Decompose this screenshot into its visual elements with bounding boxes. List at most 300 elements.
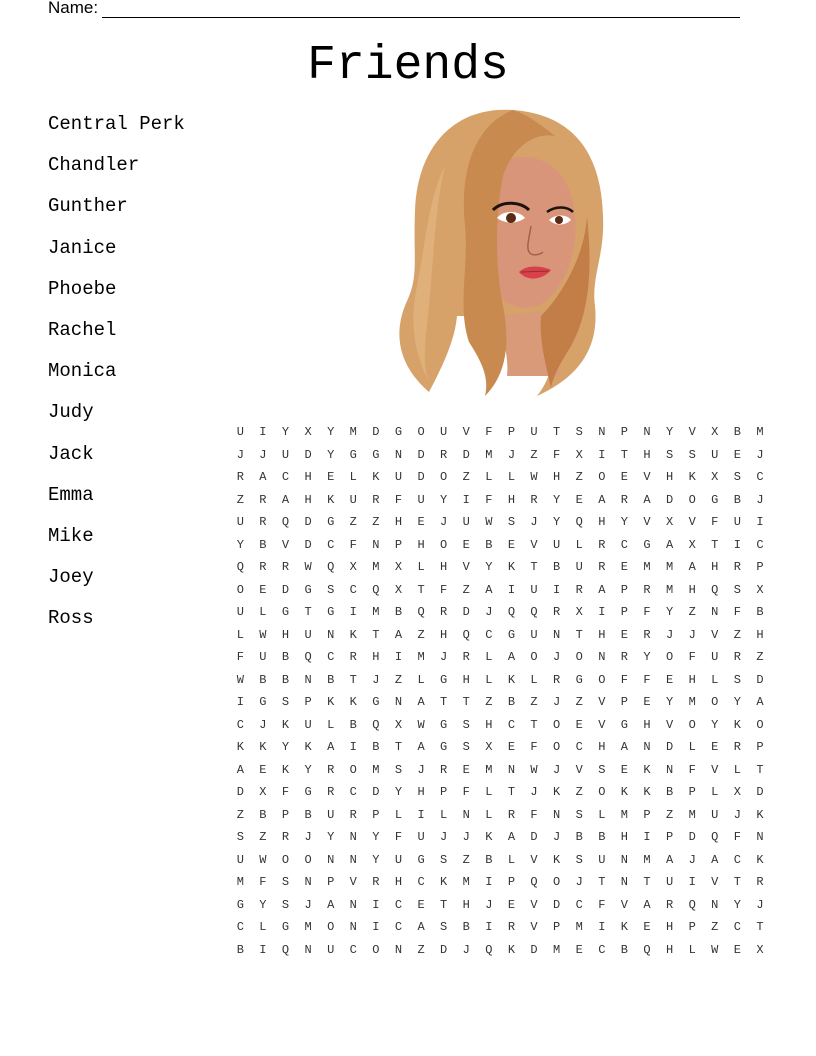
grid-letter: T [440,695,448,710]
grid-letter: K [643,785,651,800]
grid-letter: Z [349,515,357,530]
grid-letter: R [259,515,267,530]
grid-letter: W [530,762,538,777]
grid-letter: I [733,537,741,552]
grid-letter: E [462,762,470,777]
grid-letter: H [665,470,674,485]
grid-letter: I [756,515,764,530]
grid-letter: G [620,717,628,732]
grid-letter: X [259,785,267,800]
grid-letter: D [372,425,380,440]
grid-letter: K [440,875,448,890]
grid-letter: Z [756,650,764,665]
grid-letter: D [530,830,538,845]
grid-letter: S [665,447,674,462]
grid-letter: R [553,672,561,687]
grid-letter: B [259,807,267,822]
grid-letter: N [598,425,606,440]
grid-letter: K [507,942,516,957]
grid-letter: Y [259,897,267,912]
grid-letter: Y [327,447,335,462]
grid-letter: D [440,942,448,957]
grid-letter: C [349,582,357,597]
grid-letter: L [507,470,516,485]
grid-letter: B [327,672,335,687]
grid-letter: I [598,920,606,935]
grid-letter: N [643,740,651,755]
grid-letter: P [394,537,403,552]
grid-letter: O [688,492,696,507]
grid-letter: R [598,560,606,575]
grid-letter: L [417,560,425,575]
grid-letter: K [281,717,290,732]
grid-letter: O [598,785,606,800]
grid-letter: R [327,762,335,777]
grid-letter: G [236,897,244,912]
grid-row [229,601,771,624]
grid-letter: G [440,740,448,755]
grid-letter: N [553,807,561,822]
grid-letter: Q [462,627,470,642]
grid-letter: Y [733,695,741,710]
grid-letter: L [485,807,493,822]
grid-letter: X [485,740,493,755]
grid-letter: U [530,627,538,642]
grid-letter: K [507,560,516,575]
grid-letter: Q [507,605,516,620]
grid-letter: V [530,897,538,912]
grid-letter: T [304,605,312,620]
grid-row [229,646,771,669]
grid-letter: H [598,740,606,755]
grid-letter: Q [236,560,244,575]
grid-letter: Y [620,515,628,530]
grid-row [229,489,771,512]
word-list-item: Monica [48,360,117,383]
grid-letter: S [462,740,470,755]
grid-row [229,556,771,579]
grid-letter: R [598,537,606,552]
grid-letter: L [688,740,696,755]
grid-row [229,444,771,467]
grid-letter: U [304,627,312,642]
grid-letter: P [440,785,448,800]
grid-letter: W [530,470,538,485]
grid-letter: G [643,537,651,552]
grid-letter: Y [665,605,674,620]
grid-letter: M [462,875,470,890]
grid-row [229,871,771,894]
grid-letter: Z [485,695,493,710]
grid-letter: J [304,897,312,912]
grid-row [229,714,771,737]
grid-row [229,759,771,782]
grid-letter: V [462,560,470,575]
grid-letter: X [711,470,719,485]
grid-letter: L [485,470,493,485]
grid-letter: P [507,875,516,890]
grid-letter: S [598,762,606,777]
grid-letter: N [598,650,606,665]
grid-letter: H [665,920,674,935]
grid-letter: R [733,560,741,575]
grid-letter: O [756,717,764,732]
grid-letter: T [598,875,606,890]
grid-letter: I [372,920,380,935]
grid-letter: J [688,627,696,642]
grid-letter: T [553,425,561,440]
word-list-item: Phoebe [48,277,117,300]
grid-letter: I [598,447,606,462]
grid-letter: R [259,492,267,507]
grid-letter: Y [281,740,290,755]
grid-letter: U [553,537,561,552]
grid-letter: T [711,537,719,552]
grid-letter: K [349,627,357,642]
grid-letter: S [440,920,448,935]
grid-letter: W [711,942,719,957]
grid-letter: A [598,492,606,507]
grid-letter: H [756,627,764,642]
grid-letter: S [575,807,583,822]
grid-letter: J [756,897,764,912]
grid-letter: I [236,695,244,710]
grid-letter: D [462,447,470,462]
grid-letter: H [394,515,403,530]
grid-letter: M [372,605,380,620]
grid-letter: C [236,717,244,732]
grid-row [229,466,771,489]
grid-letter: J [733,807,741,822]
grid-row [229,939,771,962]
grid-letter: N [711,897,719,912]
grid-letter: Z [575,470,583,485]
grid-letter: N [304,672,312,687]
grid-letter: A [507,830,516,845]
grid-letter: B [372,740,380,755]
grid-letter: W [259,627,267,642]
grid-letter: N [327,627,335,642]
grid-letter: D [665,492,674,507]
grid-letter: O [349,762,357,777]
grid-letter: A [507,650,516,665]
grid-letter: U [394,852,403,867]
grid-letter: E [259,762,267,777]
grid-letter: L [733,762,741,777]
grid-row [229,534,771,557]
grid-letter: Q [372,582,380,597]
grid-letter: H [711,560,719,575]
grid-letter: E [643,920,651,935]
grid-letter: P [620,695,628,710]
grid-letter: K [327,695,335,710]
grid-letter: O [372,942,380,957]
grid-letter: Y [733,897,741,912]
grid-letter: K [553,852,561,867]
grid-letter: K [304,740,312,755]
grid-letter: Z [236,807,244,822]
grid-letter: J [553,830,561,845]
grid-letter: O [575,650,583,665]
grid-letter: D [688,830,696,845]
grid-letter: K [281,762,290,777]
word-list-item: Ross [48,607,94,630]
word-list-item: Mike [48,524,94,547]
grid-letter: X [733,785,741,800]
grid-letter: H [462,672,470,687]
grid-letter: C [620,537,628,552]
grid-letter: M [485,447,493,462]
grid-letter: V [620,897,628,912]
grid-letter: C [507,717,516,732]
grid-letter: Z [665,807,674,822]
grid-letter: B [259,537,267,552]
grid-letter: Y [553,492,561,507]
grid-letter: G [259,695,267,710]
grid-letter: A [417,740,425,755]
grid-letter: E [620,470,628,485]
grid-letter: H [440,560,448,575]
grid-letter: L [711,672,719,687]
grid-letter: O [530,650,538,665]
grid-row [229,624,771,647]
grid-letter: S [394,762,403,777]
grid-letter: B [733,425,741,440]
grid-letter: K [327,492,335,507]
grid-letter: T [756,920,764,935]
grid-letter: E [733,942,741,957]
grid-letter: P [756,560,764,575]
grid-letter: C [236,920,244,935]
grid-letter: T [643,875,651,890]
grid-row [229,736,771,759]
grid-letter: R [665,897,674,912]
grid-letter: B [575,830,583,845]
grid-letter: S [281,695,290,710]
grid-letter: Q [304,650,312,665]
grid-letter: Y [394,785,403,800]
grid-letter: N [665,762,674,777]
grid-letter: K [756,852,764,867]
grid-letter: A [417,920,425,935]
grid-letter: J [553,762,561,777]
grid-letter: Y [440,492,448,507]
grid-letter: H [620,830,628,845]
grid-letter: I [349,605,357,620]
grid-letter: M [372,560,380,575]
grid-letter: M [553,942,561,957]
grid-letter: R [507,807,516,822]
grid-letter: E [620,560,628,575]
grid-letter: W [304,560,312,575]
grid-letter: D [665,740,674,755]
grid-letter: G [304,785,312,800]
grid-letter: D [236,785,244,800]
grid-letter: U [417,492,425,507]
word-list-item: Joey [48,566,94,589]
grid-letter: A [417,695,425,710]
grid-letter: P [756,740,764,755]
grid-letter: B [598,830,606,845]
grid-letter: G [281,605,290,620]
grid-letter: T [507,785,516,800]
grid-letter: G [304,582,312,597]
grid-letter: I [259,942,267,957]
grid-letter: Z [530,695,538,710]
grid-letter: J [417,762,425,777]
grid-letter: I [485,920,493,935]
grid-letter: P [372,807,380,822]
grid-letter: Y [236,537,244,552]
grid-letter: F [688,762,696,777]
grid-letter: C [394,920,403,935]
grid-letter: V [530,852,538,867]
grid-letter: D [304,515,312,530]
grid-row [229,916,771,939]
grid-letter: R [507,920,516,935]
grid-letter: A [665,537,674,552]
grid-letter: H [553,470,561,485]
grid-letter: G [440,717,448,732]
grid-letter: N [349,920,357,935]
grid-letter: R [372,875,380,890]
grid-letter: S [688,447,696,462]
grid-letter: Y [665,425,674,440]
grid-letter: C [417,875,425,890]
grid-letter: B [281,672,290,687]
grid-letter: K [259,740,267,755]
name-label: Name: [48,0,99,17]
grid-letter: L [530,672,538,687]
grid-letter: J [462,830,470,845]
grid-letter: O [417,425,425,440]
grid-letter: K [643,762,651,777]
grid-row [229,781,771,804]
grid-letter: Q [575,515,583,530]
grid-letter: L [327,717,335,732]
grid-letter: H [598,627,606,642]
grid-letter: F [553,447,561,462]
grid-letter: S [236,830,244,845]
grid-letter: O [327,920,335,935]
grid-letter: L [259,920,267,935]
grid-letter: O [711,695,719,710]
grid-letter: A [281,492,290,507]
grid-letter: M [372,762,380,777]
grid-letter: U [236,852,244,867]
grid-letter: I [643,830,651,845]
word-list-item: Rachel [48,318,117,341]
grid-letter: R [349,650,357,665]
grid-letter: T [394,740,403,755]
grid-letter: X [304,425,312,440]
grid-letter: W [259,852,267,867]
grid-letter: F [281,785,290,800]
grid-row [229,804,771,827]
grid-letter: Z [394,672,403,687]
grid-letter: N [462,807,470,822]
grid-letter: R [575,582,583,597]
grid-letter: S [507,515,516,530]
grid-letter: L [236,627,244,642]
grid-letter: H [394,875,403,890]
grid-letter: N [620,875,628,890]
grid-letter: J [530,785,538,800]
grid-letter: F [530,740,538,755]
grid-letter: S [575,852,583,867]
grid-letter: H [462,897,470,912]
grid-letter: U [236,515,244,530]
grid-letter: Z [575,785,583,800]
grid-letter: X [756,582,764,597]
grid-letter: I [372,897,380,912]
grid-letter: F [530,807,538,822]
grid-letter: V [665,717,674,732]
woman-portrait-illustration [385,106,615,402]
grid-letter: E [733,447,741,462]
grid-letter: U [575,560,583,575]
grid-letter: Z [688,605,696,620]
grid-letter: C [575,740,583,755]
grid-letter: D [304,537,312,552]
grid-letter: K [553,785,561,800]
grid-letter: A [327,740,335,755]
word-list-item: Janice [48,236,117,259]
grid-letter: B [281,650,290,665]
word-list-item: Central Perk [48,113,185,135]
grid-letter: K [620,920,628,935]
grid-letter: Z [417,942,425,957]
grid-letter: F [259,875,267,890]
grid-letter: Y [711,717,719,732]
grid-letter: A [643,897,651,912]
grid-letter: B [733,492,741,507]
grid-letter: G [372,447,380,462]
page-title: Friends [307,39,509,93]
grid-letter: R [440,447,448,462]
grid-letter: S [281,897,290,912]
grid-letter: Y [372,830,380,845]
grid-letter: O [304,852,312,867]
grid-letter: C [756,537,764,552]
grid-letter: O [553,717,561,732]
grid-letter: V [281,537,290,552]
grid-letter: U [598,852,606,867]
grid-row [229,894,771,917]
grid-letter: I [417,807,425,822]
grid-letter: K [688,470,696,485]
grid-letter: C [733,920,741,935]
grid-letter: J [440,515,448,530]
grid-letter: W [236,672,244,687]
grid-letter: A [688,560,696,575]
grid-letter: H [665,942,674,957]
grid-letter: T [575,627,583,642]
grid-letter: C [327,650,335,665]
grid-letter: Q [485,942,493,957]
grid-row [229,669,771,692]
grid-letter: V [711,627,719,642]
grid-letter: F [462,785,470,800]
grid-letter: G [417,852,425,867]
grid-letter: N [349,897,357,912]
grid-letter: F [440,582,448,597]
grid-letter: P [553,920,561,935]
grid-letter: V [643,515,651,530]
grid-letter: R [440,605,448,620]
grid-letter: F [643,672,651,687]
grid-letter: U [327,807,335,822]
